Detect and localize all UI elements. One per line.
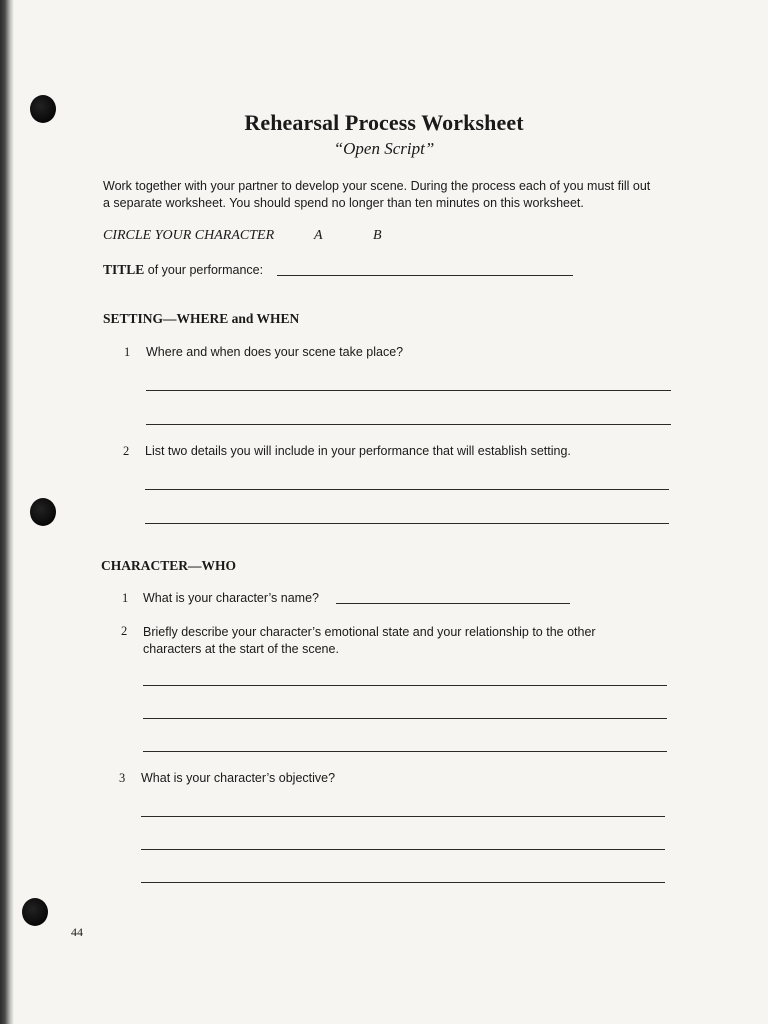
character-q2-answer-line-2[interactable] xyxy=(143,718,667,719)
character-q2-answer-line-3[interactable] xyxy=(143,751,667,752)
character-q2-text xyxy=(143,624,596,658)
character-option-a[interactable]: A xyxy=(314,228,323,243)
setting-q1-number: 1 xyxy=(124,345,131,359)
setting-q2-text: List two details you will include in your performance that will establish setting. xyxy=(145,444,571,458)
intro-line-2: a separate worksheet. You should spend no longer than ten minutes on this worksheet. xyxy=(103,196,584,210)
setting-q2-answer-line-2[interactable] xyxy=(145,523,669,524)
setting-q1-answer-line-1[interactable] xyxy=(146,390,671,391)
character-q1-text: What is your character’s name? xyxy=(143,591,320,605)
character-name-answer-line[interactable] xyxy=(336,603,570,604)
character-q1-number: 1 xyxy=(122,591,129,605)
title-field-label-text: of your performance: xyxy=(144,263,264,277)
worksheet-subtitle: “Open Script” xyxy=(333,139,435,158)
page-number: 44 xyxy=(71,925,83,939)
title-field-label-bold: TITLE xyxy=(103,262,145,277)
character-q3-answer-line-3[interactable] xyxy=(141,882,665,883)
circle-character-label: CIRCLE YOUR CHARACTER xyxy=(103,228,275,243)
setting-q2-answer-line-1[interactable] xyxy=(145,489,669,490)
punch-hole-middle xyxy=(30,498,56,526)
character-q3-answer-line-1[interactable] xyxy=(141,816,665,817)
setting-q1-text: Where and when does your scene take place? xyxy=(146,345,404,359)
intro-paragraph xyxy=(103,178,703,212)
character-q2-text-line-1: Briefly describe your character’s emotional state and your relationship to the other xyxy=(143,625,596,639)
punch-hole-bottom xyxy=(22,898,48,926)
character-q2-number: 2 xyxy=(121,624,128,638)
title-field-label xyxy=(103,262,263,278)
character-q3-text: What is your character’s objective? xyxy=(141,771,336,785)
setting-heading: SETTING—WHERE and WHEN xyxy=(103,311,300,326)
character-q2-answer-line-1[interactable] xyxy=(143,685,667,686)
character-q3-answer-line-2[interactable] xyxy=(141,849,665,850)
setting-q2-number: 2 xyxy=(123,444,130,458)
intro-line-1: Work together with your partner to develop your scene. During the process each of you must fill out xyxy=(103,179,651,193)
character-option-b[interactable]: B xyxy=(373,228,382,243)
character-q2-text-line-2: characters at the start of the scene. xyxy=(143,642,339,656)
title-answer-line[interactable] xyxy=(277,275,573,276)
setting-q1-answer-line-2[interactable] xyxy=(146,424,671,425)
character-q3-number: 3 xyxy=(119,771,126,785)
character-heading: CHARACTER—WHO xyxy=(101,558,237,573)
worksheet-title: Rehearsal Process Worksheet xyxy=(244,110,524,135)
